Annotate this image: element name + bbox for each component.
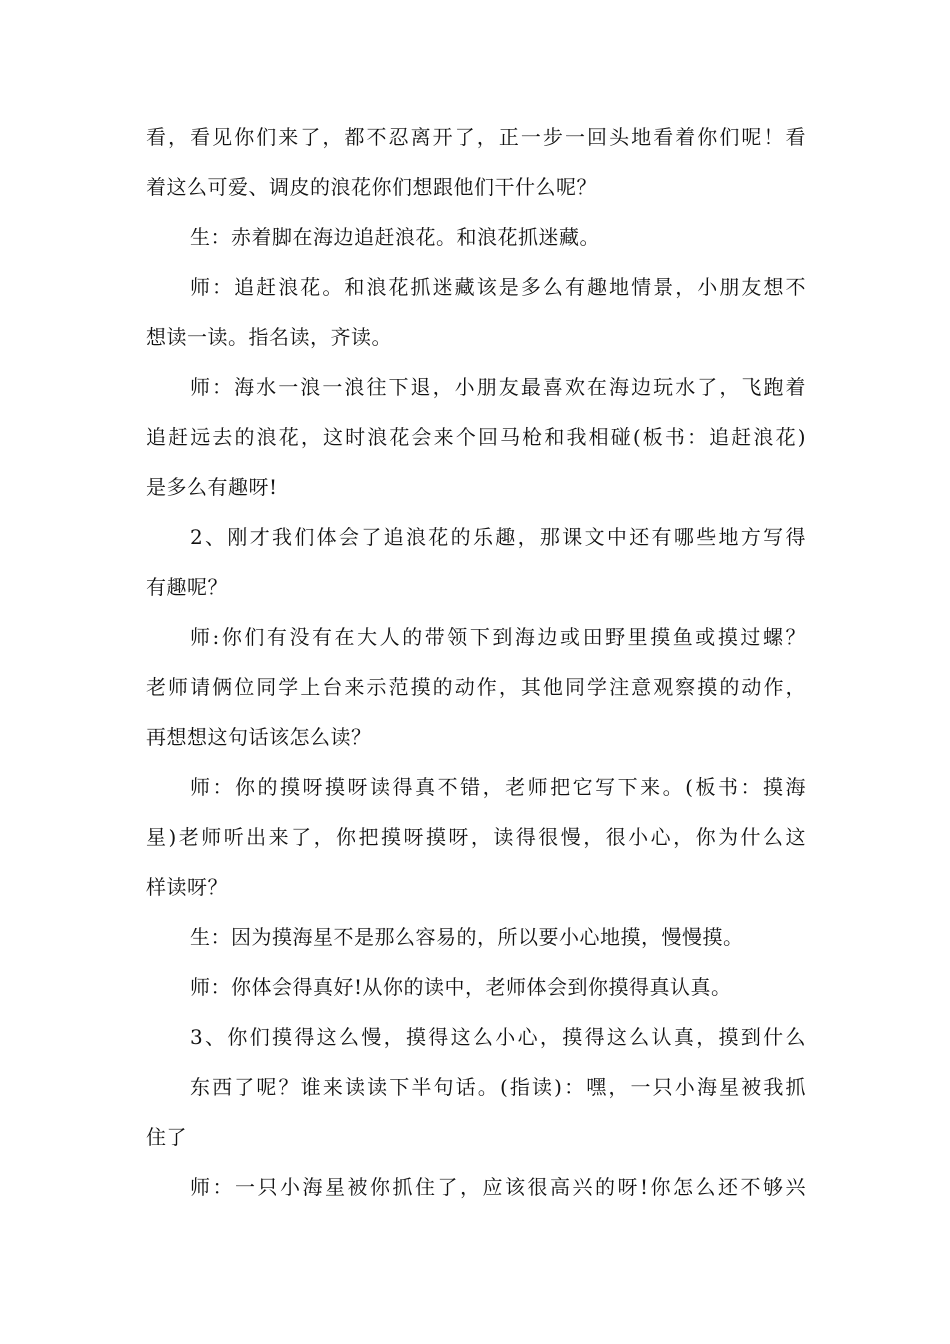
text-line: 老师请俩位同学上台来示范摸的动作，其他同学注意观察摸的动作， xyxy=(146,675,806,699)
text-line: 师：一只小海星被你抓住了，应该很高兴的呀!你怎么还不够兴 xyxy=(190,1175,806,1199)
text-line: 2、刚才我们体会了追浪花的乐趣，那课文中还有哪些地方写得 xyxy=(190,525,806,549)
text-line: 师：追赶浪花。和浪花抓迷藏该是多么有趣地情景，小朋友想不 xyxy=(190,275,806,299)
text-line: 再想想这句话该怎么读？ xyxy=(146,725,372,749)
text-line: 东西了呢？谁来读读下半句话。(指读)：嘿，一只小海星被我抓 xyxy=(190,1075,806,1099)
text-line: 样读呀？ xyxy=(146,875,228,899)
text-line: 师：海水一浪一浪往下退，小朋友最喜欢在海边玩水了，飞跑着 xyxy=(190,375,806,399)
text-line: 生：赤着脚在海边追赶浪花。和浪花抓迷藏。 xyxy=(190,225,600,249)
text-line: 想读一读。指名读，齐读。 xyxy=(146,325,392,349)
text-line: 看，看见你们来了，都不忍离开了，正一步一回头地看着你们呢！看 xyxy=(146,125,806,149)
text-line: 生：因为摸海星不是那么容易的，所以要小心地摸，慢慢摸。 xyxy=(190,925,744,949)
text-line: 有趣呢？ xyxy=(146,575,228,599)
text-line: 师：你体会得真好!从你的读中，老师体会到你摸得真认真。 xyxy=(190,975,732,999)
text-line: 师：你的摸呀摸呀读得真不错，老师把它写下来。(板书：摸海 xyxy=(190,775,806,799)
text-line: 师:你们有没有在大人的带领下到海边或田野里摸鱼或摸过螺？ xyxy=(190,625,806,649)
text-line: 星)老师听出来了，你把摸呀摸呀，读得很慢，很小心，你为什么这 xyxy=(146,825,806,849)
text-line: 住了 xyxy=(146,1125,187,1149)
text-line: 着这么可爱、调皮的浪花你们想跟他们干什么呢？ xyxy=(146,175,597,199)
text-line: 追赶远去的浪花，这时浪花会来个回马枪和我相碰(板书：追赶浪花) xyxy=(146,425,806,449)
text-line: 是多么有趣呀! xyxy=(146,475,278,499)
text-line: 3、你们摸得这么慢，摸得这么小心，摸得这么认真，摸到什么 xyxy=(190,1025,806,1049)
